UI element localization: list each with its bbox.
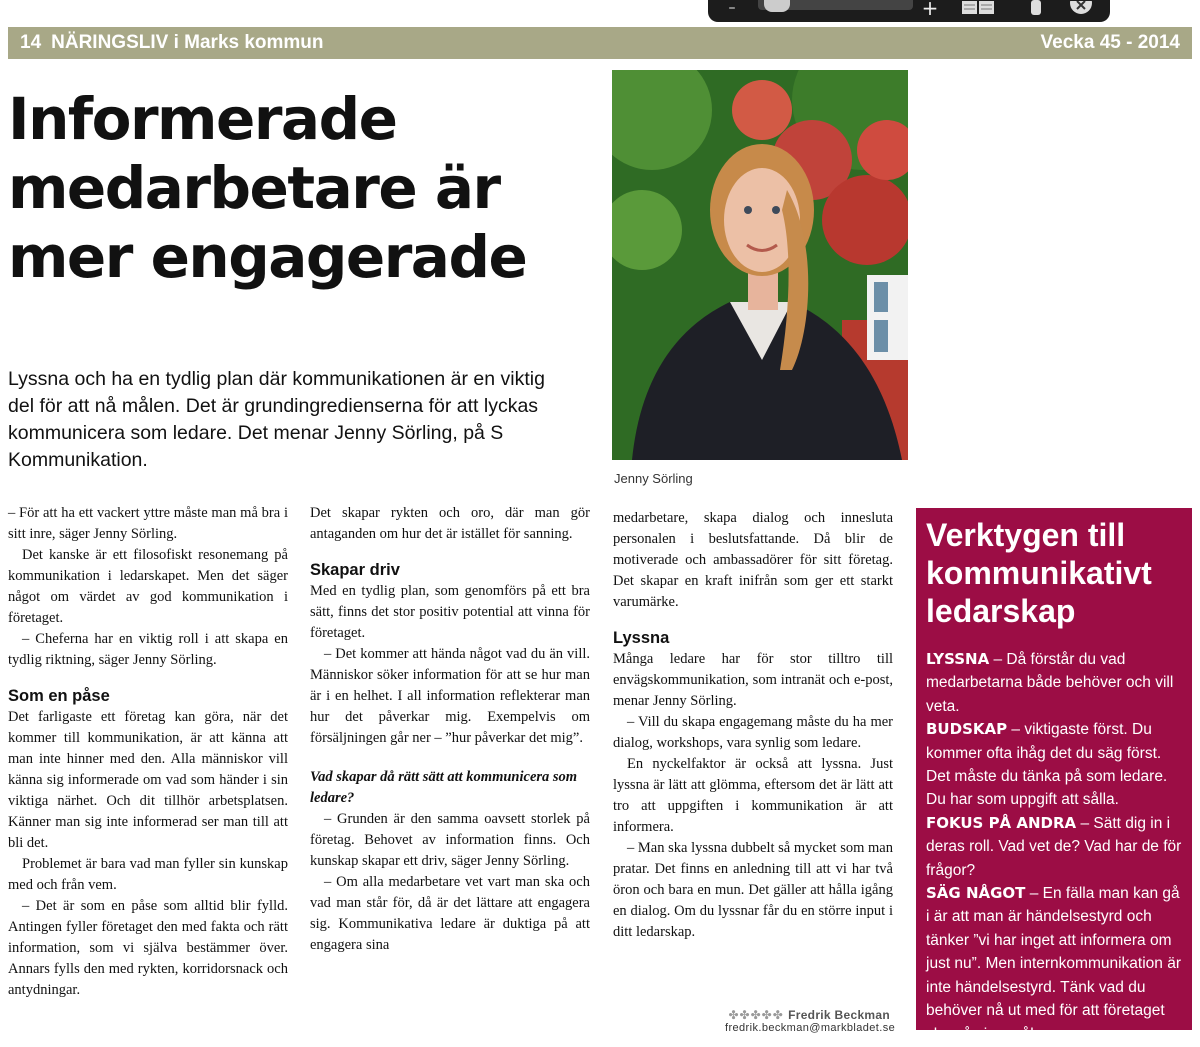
sidebar-item-key: BUDSKAP	[926, 720, 1008, 739]
photo-caption: Jenny Sörling	[614, 471, 693, 486]
byline	[725, 1008, 896, 1034]
paragraph: Problemet är bara vad man fyller sin kunskap med och från vem.	[8, 856, 288, 893]
sidebar-item	[926, 882, 1182, 1046]
viewer-toolbar	[708, 0, 1110, 22]
plus-icon: +	[921, 0, 939, 20]
page-number: 14	[20, 32, 42, 53]
article-column-2	[310, 503, 590, 956]
reader-button[interactable]	[960, 0, 996, 16]
paragraph: – För att ha ett vackert yttre måste man må bra i sitt inre, säger Jenny Sörling.	[8, 505, 288, 542]
sidebar-item	[926, 648, 1182, 718]
trash-icon	[1029, 0, 1043, 16]
minus-icon: –	[728, 0, 736, 16]
sidebar-item-key: FOKUS PÅ ANDRA	[926, 813, 1077, 832]
article-column-1	[8, 503, 288, 1001]
subheading: Som en påse	[8, 687, 110, 705]
article-lede: Lyssna och ha en tydlig plan där kommunikationen är en viktig del för att nå målen. Det är grundingredienserna för att lyckas kommunicera som ledare. Det menar Jenny Sörling, på S Kommunikation.	[8, 368, 545, 471]
paragraph: Det skapar rykten och oro, där man gör antaganden om hur det är istället för sanning.	[310, 505, 590, 542]
paragraph: – Det kommer att hända något vad du än vill. Människor söker information för att se hur man är i en helhet. I all information reflekterar man hur det påverkar mig. Exempelvis om försäljningen går ner – ”hur påverkar det mig”.	[310, 646, 590, 746]
paragraph: En nyckelfaktor är också att lyssna. Just lyssna är lätt att glömma, eftersom det är lätt att tro att uppgiften i kommunikation är att informera.	[613, 756, 893, 835]
author-email: fredrik.beckman@markbladet.se	[725, 1022, 896, 1034]
section-name: NÄRINGSLIV i Marks kommun	[51, 32, 324, 53]
paragraph: – Man ska lyssna dubbelt så mycket som man pratar. Det finns en anledning till att vi har två öron och bara en mun. Det gäller att hålla igång en dialog. Om du lyssnar får du en större input i ditt ledarskap.	[613, 840, 893, 940]
tips-sidebar	[916, 508, 1192, 1043]
paragraph: Med en tydlig plan, som genomförs på ett bra sätt, finns det stor positiv potential att vinna för företaget.	[310, 583, 590, 641]
article-headline: Informerade medarbetare är mer engagerade	[8, 85, 527, 291]
sidebar-item-text: – Sätt dig in i deras roll. Vad vet de? Vad har de för frågor?	[926, 814, 1182, 879]
portrait-photo	[612, 70, 908, 460]
zoom-out-button[interactable]	[722, 0, 742, 16]
sidebar-item-text: – viktigaste först. Du kommer ofta ihåg det du säg först. Det måste du tänka på som ledare. Du har som uppgift att sålla.	[926, 721, 1168, 809]
paragraph: – Cheferna har en viktig roll i att skapa en tydlig riktning, säger Jenny Sörling.	[8, 631, 288, 668]
article-column-3	[613, 508, 893, 943]
paragraph: – Det är som en påse som alltid blir fylld. Antingen fyller företaget den med fakta och rätt information, som vi själva bestämmer över. Annars fylls den med rykten, korridorsnack och antydningar.	[8, 898, 288, 998]
section-label	[20, 32, 334, 54]
section-header-bar	[8, 27, 1192, 59]
byline-ornament-icon: ✤✤✤✤✤	[728, 1008, 789, 1022]
author-name: Fredrik Beckman	[788, 1008, 890, 1022]
paragraph: medarbetare, skapa dialog och innesluta personalen i beslutsfattande. Då blir de motiverade och ambassadörer för sitt företag. Det skapar en kraft inifrån som ger ett starkt varumärke.	[613, 510, 893, 610]
sidebar-title: Verktygen till kommunikativt ledarskap	[926, 517, 1152, 629]
sidebar-item	[926, 812, 1182, 882]
close-button[interactable]	[1068, 0, 1094, 16]
close-icon	[1069, 1, 1093, 15]
book-icon	[961, 1, 995, 15]
subheading: Skapar driv	[310, 561, 400, 579]
paragraph: Många ledare har för stor tilltro till envägskommunikation, som intranät och e-post, menar Jenny Sörling.	[613, 651, 893, 709]
paragraph: – Vill du skapa engagemang måste du ha mer dialog, workshops, vara synlig som ledare.	[613, 714, 893, 751]
paragraph: – Om alla medarbetare vet vart man ska och vad man står för, då är det lättare att engagera sig. Kommunikativa ledare är duktiga på att engagera sina	[310, 874, 590, 953]
trash-button[interactable]	[1026, 0, 1046, 16]
paragraph: Det farligaste ett företag kan göra, när det kommer till kommunikation, är att känna att man inte hinner med den. Alla människor vill känna sig informerade om vad som händer i sin viktiga närhet. Och dit tillhör arbetsplatsen. Känner man sig inte informerad ser man till att bli det.	[8, 709, 288, 851]
issue-week: Vecka 45 - 2014	[1040, 32, 1180, 53]
sidebar-item	[926, 718, 1182, 812]
paragraph: – Grunden är den samma oavsett storlek på företag. Behovet av information finns. Och kunskap skapar ett driv, säger Jenny Sörling.	[310, 811, 590, 869]
zoom-in-button[interactable]	[918, 0, 942, 20]
subheading: Lyssna	[613, 629, 670, 647]
paragraph: Det kanske är ett filosofiskt resonemang på kommunikation i ledarskapet. Men det säger något om värdet av god kommunikation i företaget.	[8, 547, 288, 626]
zoom-slider-handle[interactable]	[764, 0, 790, 12]
sidebar-item-key: SÄG NÅGOT	[926, 884, 1026, 903]
sidebar-item-text: – En fälla man kan gå i är att man är händelsestyrd och tänker ”vi har inget att informera om just nu”. Men internkommunikation är inte händelsestyrd. Tänk vad du behöver nå ut med för att företaget ska nå sina mål.	[926, 885, 1182, 1043]
sidebar-item-key: LYSSNA	[926, 650, 990, 668]
question-heading: Vad skapar då rätt sätt att kommunicera som ledare?	[310, 769, 578, 806]
sidebar-item-text: – Då förstår du vad medarbetarna både behöver och vill veta.	[926, 651, 1174, 715]
